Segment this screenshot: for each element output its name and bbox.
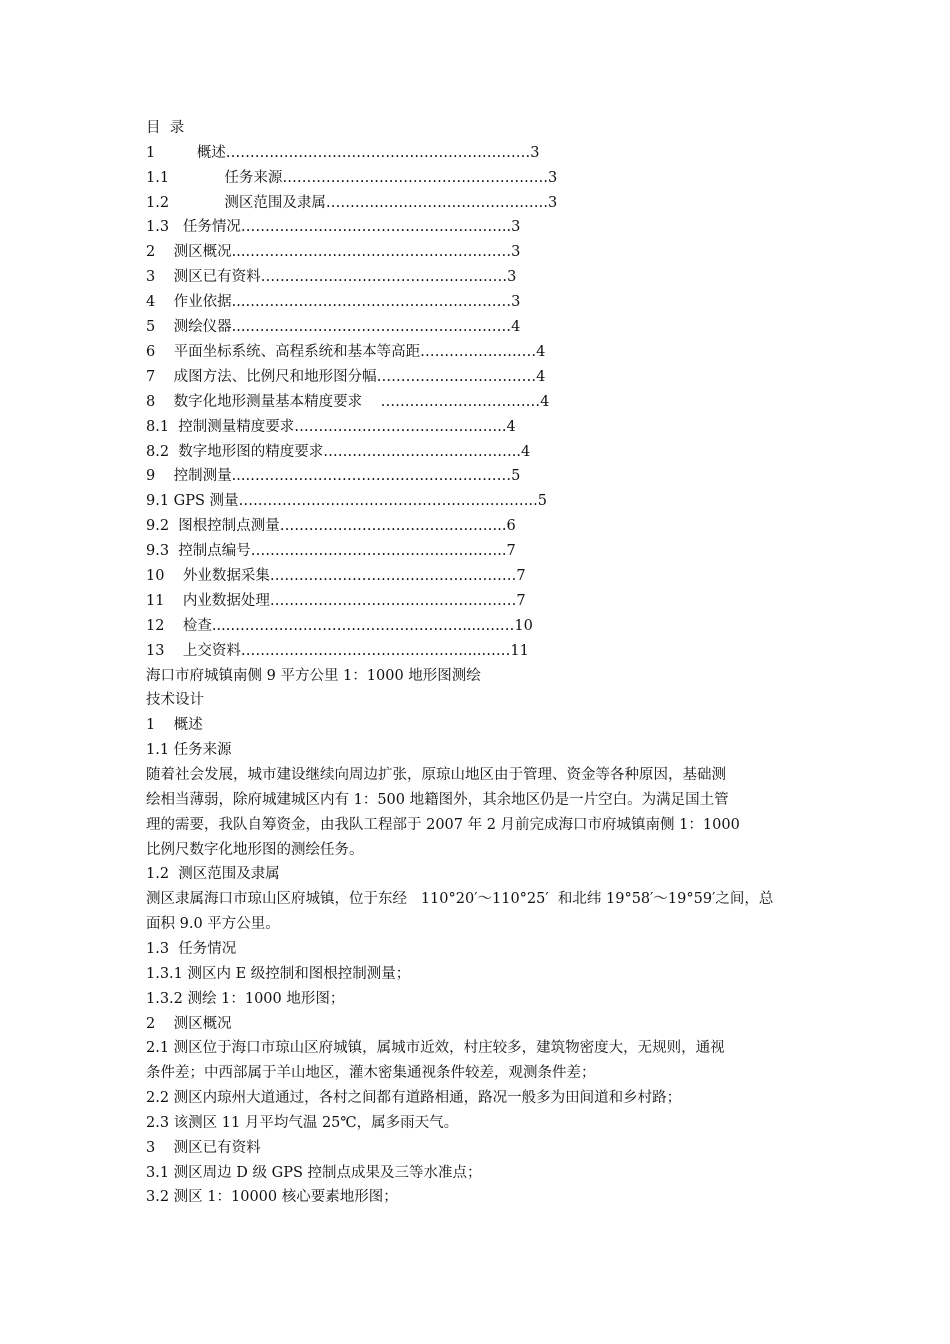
toc-entry: 9.3 控制点编号……………………………………………..7 bbox=[146, 543, 516, 559]
list-item: 3.2 测区 1：10000 核心要素地形图； bbox=[146, 1189, 398, 1205]
toc-entry: 11 内业数据处理……………………………………………7 bbox=[146, 593, 526, 609]
subsection-heading: 1.2 测区范围及隶属 bbox=[146, 866, 280, 882]
toc-entry: 1.1 任务来源……………………………………………….3 bbox=[146, 170, 558, 186]
toc-entry: 7 成图方法、比例尺和地形图分幅……………………………4 bbox=[146, 369, 546, 385]
subsection-heading: 1.3 任务情况 bbox=[146, 941, 237, 957]
document-title: 海口市府城镇南侧 9 平方公里 1：1000 地形图测绘 bbox=[146, 668, 481, 684]
subsection-heading: 1.1 任务来源 bbox=[146, 742, 232, 758]
paragraph-line: 测区隶属海口市琼山区府城镇，位于东经 110°20′～110°25′ 和北纬 19°58′～19°59′之间，总 bbox=[146, 891, 774, 907]
paragraph-line: 2.2 测区内琼州大道通过，各村之间都有道路相通，路况一般多为田间道和乡村路； bbox=[146, 1090, 682, 1106]
paragraph-line: 绘相当薄弱，除府城建城区内有 1：500 地籍图外，其余地区仍是一片空白。为满足国土管 bbox=[146, 792, 729, 808]
toc-entry: 8.1 控制测量精度要求……………………………………..4 bbox=[146, 419, 516, 435]
toc-entry: 1 概述………………………………………………………3 bbox=[146, 145, 540, 161]
toc-entry: 3 测区已有资料……………………………………………3 bbox=[146, 269, 517, 285]
paragraph-line: 条件差；中西部属于羊山地区，灌木密集通视条件较差，观测条件差； bbox=[146, 1065, 596, 1081]
toc-entry: 12 检查....………………………………………….....……10 bbox=[146, 618, 533, 634]
document-subtitle: 技术设计 bbox=[146, 692, 204, 708]
toc-entry: 10 外业数据采集……………………………………………7 bbox=[146, 568, 526, 584]
paragraph-line: 比例尺数字化地形图的测绘任务。 bbox=[146, 842, 364, 858]
section-heading: 1 概述 bbox=[146, 717, 203, 733]
section-heading: 2 测区概况 bbox=[146, 1016, 232, 1032]
toc-entry: 2 测区概况....………………………………………………3 bbox=[146, 244, 521, 260]
paragraph-line: 2.3 该测区 11 月平均气温 25℃，属多雨天气。 bbox=[146, 1115, 459, 1131]
toc-entry: 1.3 任务情况………………………………………………..3 bbox=[146, 219, 521, 235]
list-item: 1.3.2 测绘 1：1000 地形图； bbox=[146, 991, 345, 1007]
list-item: 1.3.1 测区内 E 级控制和图根控制测量； bbox=[146, 966, 411, 982]
toc-entry: 6 平面坐标系统、高程系统和基本等高距……………………4 bbox=[146, 344, 546, 360]
toc-entry: 8.2 数字地形图的精度要求…………………………………..4 bbox=[146, 444, 531, 460]
toc-heading: 目 录 bbox=[146, 120, 185, 136]
paragraph-line: 理的需要，我队自筹资金，由我队工程部于 2007 年 2 月前完成海口市府城镇南侧 1：1000 bbox=[146, 817, 740, 833]
toc-entry: 9 控制测量....………………………………………………5 bbox=[146, 468, 521, 484]
toc-entry: 5 测绘仪器....………………………………………………4 bbox=[146, 319, 521, 335]
list-item: 3.1 测区周边 D 级 GPS 控制点成果及三等水准点； bbox=[146, 1165, 482, 1181]
toc-entry: 8 数字化地形测量基本精度要求 ……………………………4 bbox=[146, 394, 550, 410]
paragraph-line: 2.1 测区位于海口市琼山区府城镇，属城市近效，村庄较多，建筑物密度大，无规则，通视 bbox=[146, 1040, 725, 1056]
toc-entry: 1.2 测区范围及隶属……………………………………….3 bbox=[146, 195, 558, 211]
paragraph-line: 随着社会发展，城市建设继续向周边扩张，原琼山地区由于管理、资金等各种原因，基础测 bbox=[146, 767, 726, 783]
section-heading: 3 测区已有资料 bbox=[146, 1140, 261, 1156]
toc-entry: 4 作业依据....………………………………………………3 bbox=[146, 294, 521, 310]
toc-entry: 9.1 GPS 测量……………………………………………………..5 bbox=[146, 493, 547, 509]
toc-entry: 13 上交资料……………………………………….....……11 bbox=[146, 643, 529, 659]
toc-entry: 9.2 图根控制点测量………………………………………..6 bbox=[146, 518, 516, 534]
paragraph-line: 面积 9.0 平方公里。 bbox=[146, 916, 280, 932]
